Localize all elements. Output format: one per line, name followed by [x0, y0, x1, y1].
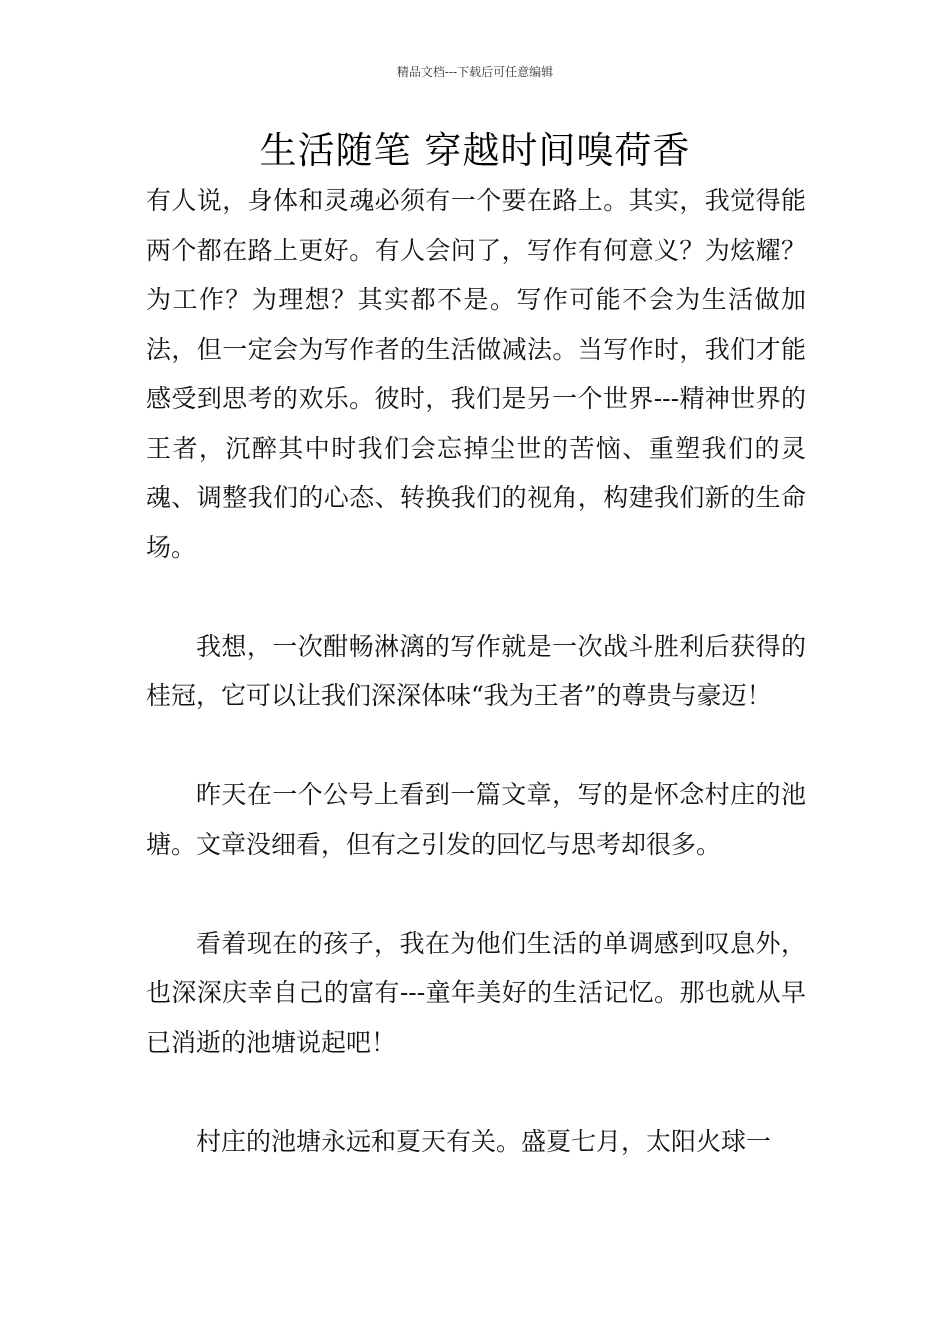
paragraph-3: 昨天在一个公号上看到一篇文章，写的是怀念村庄的池塘。文章没细看，但有之引发的回忆与思考却很多。	[146, 780, 806, 859]
paragraph-spacer	[146, 721, 806, 771]
paragraph-5: 村庄的池塘永远和夏天有关。盛夏七月，太阳火球一	[196, 1126, 772, 1156]
paragraph-1: 有人说，身体和灵魂必须有一个要在路上。其实，我觉得能两个都在路上更好。有人会问了，写作有何意义？为炫耀？为工作？为理想？其实都不是。写作可能不会为生活做加法，但一定会为写作者的生活做减法。当写作时，我们才能感受到思考的欢乐。彼时，我们是另一个世界---精神世界的王者，沉醉其中时我们会忘掉尘世的苦恼、重塑我们的灵魂、调整我们的心态、转换我们的视角，构建我们新的生命场。	[146, 186, 806, 562]
paragraph-2: 我想，一次酣畅淋漓的写作就是一次战斗胜利后获得的桂冠，它可以让我们深深体味“我为王者”的尊贵与豪迈！	[146, 631, 806, 710]
paragraph-spacer	[146, 572, 806, 622]
paragraph-spacer	[146, 1067, 806, 1117]
header-note: 精品文档---下载后可任意编辑	[396, 65, 554, 79]
paragraph-spacer	[146, 869, 806, 919]
document-body	[146, 176, 806, 1166]
paragraph-4: 看着现在的孩子，我在为他们生活的单调感到叹息外，也深深庆幸自己的富有---童年美好的生活记忆。那也就从早已消逝的池塘说起吧！	[146, 928, 806, 1057]
document-title: 生活随笔 穿越时间嗅荷香	[259, 129, 691, 172]
